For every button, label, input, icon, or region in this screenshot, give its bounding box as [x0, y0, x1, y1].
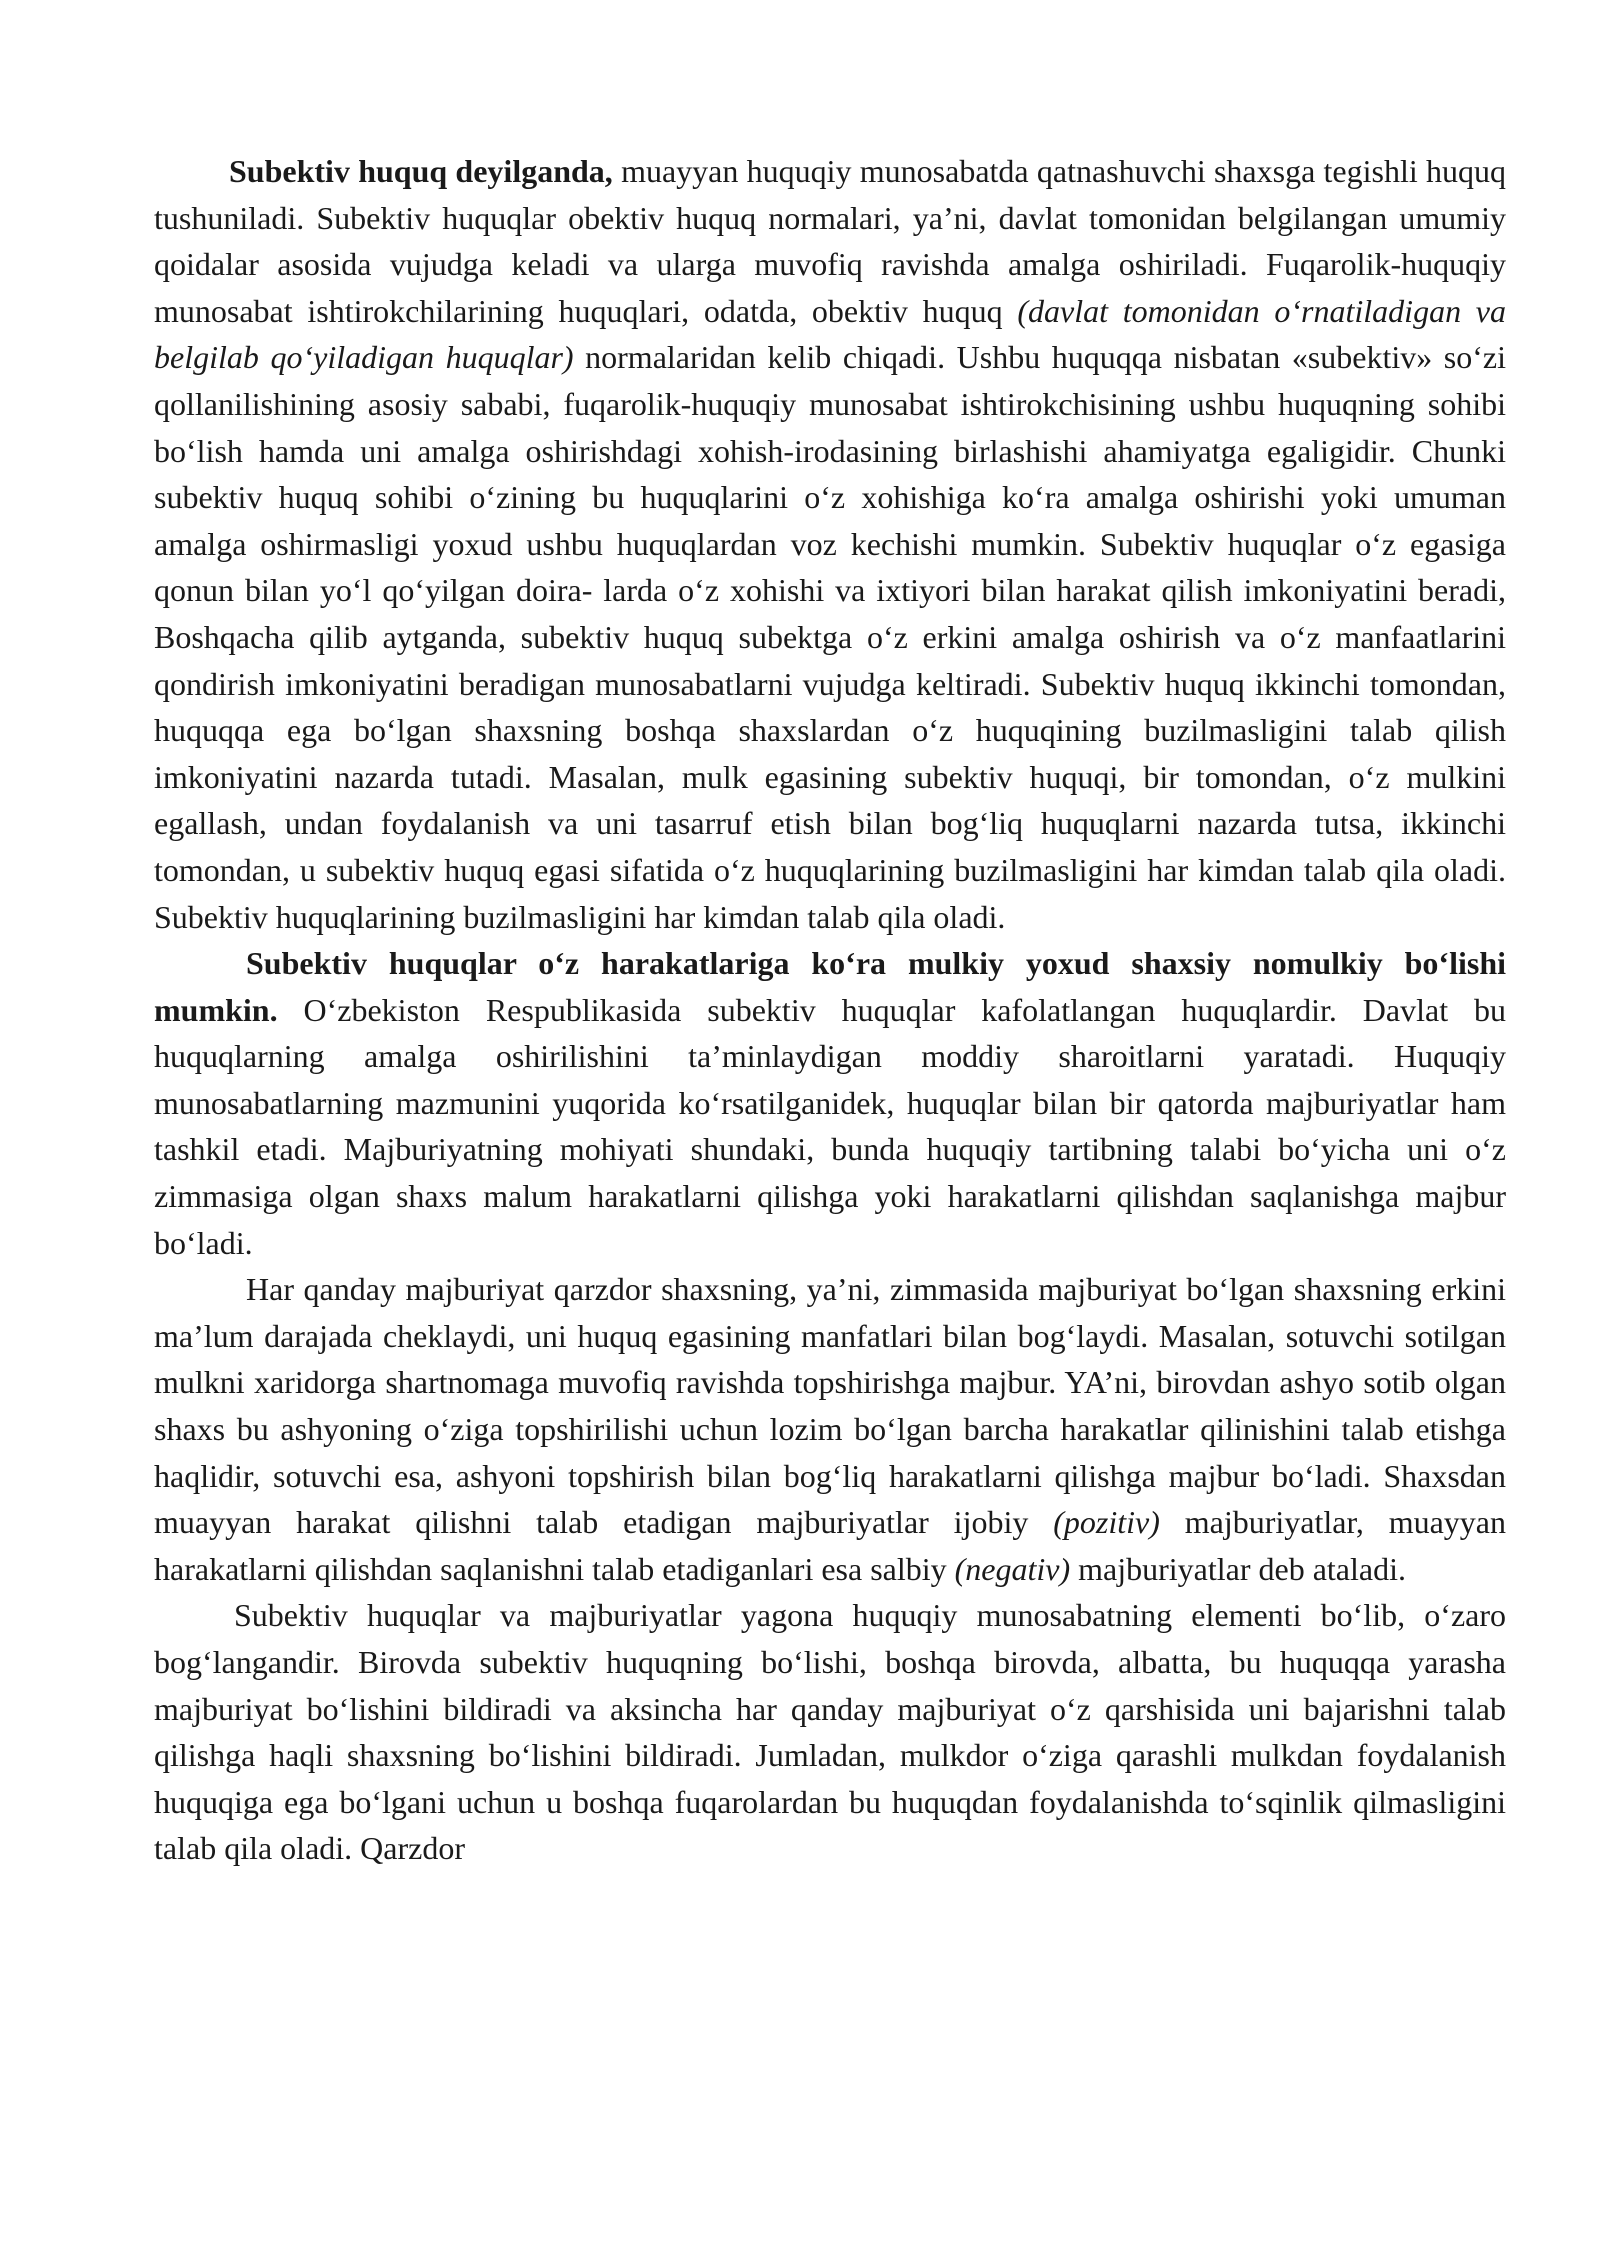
paragraph-3-text-a: Har qanday majburiyat qarzdor shaxsning, ya’ni, zimmasida majburiyat bo‘lgan shaxsning erkini ma’lum darajada cheklaydi, uni huquq egasining manfatlari bilan bog‘laydi. Masalan, sotuvchi sotilgan mulkni xaridorga shartnomaga muvofiq ravishda topshirishga majbur. YA’ni, birovdan ashyo sotib olgan shaxs bu ashyoning o‘ziga topshirilishi uchun lozim bo‘lgan barcha harakatlar qilinishini talab etishga haqlidir, sotuvchi esa, ashyoni topshirish bilan bog‘liq harakatlarni qilishga majbur bo‘ladi. Shaxsdan muayyan harakat qilishni talab etadigan majburiyatlar ijobiy — [154, 1271, 1506, 1541]
paragraph-1-text-b: normalaridan kelib chiqadi. Ushbu huquqqa nisbatan «subektiv» so‘zi qollanilishining asosiy sababi, fuqarolik-huquqiy munosabat ishtirokchisining ushbu huquqning sohibi bo‘lish hamda uni amalga oshirishdagi xohish-irodasining birlashishi ahamiyatga egaligidir. Chunki subektiv huquq sohibi o‘zining bu huquqlarini o‘z xohishiga ko‘ra amalga oshirishi yoki umuman amalga oshirmasligi yoxud ushbu huquqlardan voz kechishi mumkin. Subektiv huquqlar o‘z egasiga qonun bilan yo‘l qo‘yilgan doira- larda o‘z xohishi va ixtiyori bilan harakat qilish imkoniyatini beradi, Boshqacha qilib aytganda, subektiv huquq subektga o‘z erkini amalga oshirish va o‘z manfaatlarini qondirish imkoniyatini beradigan munosabatlarni vujudga keltiradi. Subektiv huquq ikkinchi tomondan, huquqqa ega bo‘lgan shaxsning boshqa shaxslardan o‘z huquqining buzilmasligini talab qilish imkoniyatini nazarda tutadi. Masalan, mulk egasining subektiv huquqi, bir tomondan, o‘z mulkini egallash, undan foydalanish va uni tasarruf etish bilan bog‘liq huquqlarni nazarda tutsa, ikkinchi tomondan, u subektiv huquq egasi sifatida o‘z huquqlarining buzilmasligini har kimdan talab qila oladi. Subektiv huquqlarining buzilmasligini har kimdan talab qila oladi. — [154, 339, 1506, 935]
paragraph-3-text-c: majburiyatlar deb ataladi. — [1070, 1550, 1406, 1587]
document-page — [154, 148, 1506, 1872]
paragraph-1 — [154, 148, 1506, 940]
paragraph-2-text: O‘zbekiston Respublikasida subektiv huquqlar kafolatlangan huquqlardir. Davlat bu huquqlarning amalga oshirilishini ta’minlaydigan moddiy sharoitlarni yaratadi. Huquqiy munosabatlarning mazmunini yuqorida ko‘rsatilganidek, huquqlar bilan bir qatorda majburiyatlar ham tashkil etadi. Majburiyatning mohiyati shundaki, bunda huquqiy tartibning talabi bo‘yicha uni o‘z zimmasiga olgan shaxs malum harakatlarni qilishga yoki harakatlarni qilishdan saqlanishga majbur bo‘ladi. — [154, 991, 1506, 1261]
term-negativ: (negativ) — [954, 1550, 1071, 1587]
paragraph-3 — [154, 1266, 1506, 1592]
paragraph-1-text-a: muayyan huquqiy munosabatda qatnashuvchi shaxsga tegishli huquq tushuniladi. Subektiv huquqlar obektiv huquq normalari, ya’ni, davlat tomonidan belgilangan umumiy qoidalar asosida vujudga keladi va ularga muvofiq ravishda amalga oshiriladi. Fuqarolik-huquqiy munosabat ishtirokchilarining huquqlari, odatda, obektiv huquq — [154, 153, 1507, 329]
paragraph-4-text: Subektiv huquqlar va majburiyatlar yagona huquqiy munosabatning elementi bo‘lib, o‘zaro bog‘langandir. Birovda subektiv huquqning bo‘lishi, boshqa birovda, albatta, bu huquqqa yarasha majburiyat bo‘lishini bildiradi va aksincha har qanday majburiyat o‘z qarshisida uni bajarishni talab qilishga haqli shaxsning bo‘lishini bildiradi. Jumladan, mulkdor o‘ziga qarashli mulkdan foydalanish huquqiga ega bo‘lgani uchun u boshqa fuqarolardan bu huquqdan foydalanishda to‘sqinlik qilmasligini talab qila oladi. Qarzdor — [154, 1597, 1506, 1867]
term-mulkiy-nomulkiy: Subektiv huquqlar o‘z harakatlariga ko‘ra mulkiy yoxud shaxsiy nomulkiy bo‘lishi mumkin. — [154, 945, 1506, 1028]
term-pozitiv: (pozitiv) — [1053, 1504, 1160, 1541]
paragraph-2 — [154, 940, 1506, 1266]
paragraph-3-text-b: majburiyatlar, muayyan harakatlarni qilishdan saqlanishni talab etadiganlari esa salbiy — [154, 1504, 1506, 1587]
paragraph-1-italic-note: (davlat tomonidan o‘rnatiladigan va belgilab qo‘yiladigan huquqlar) — [154, 292, 1507, 376]
term-subektiv-huquq: Subektiv huquq deyilganda, — [229, 153, 613, 189]
paragraph-4 — [154, 1592, 1506, 1872]
